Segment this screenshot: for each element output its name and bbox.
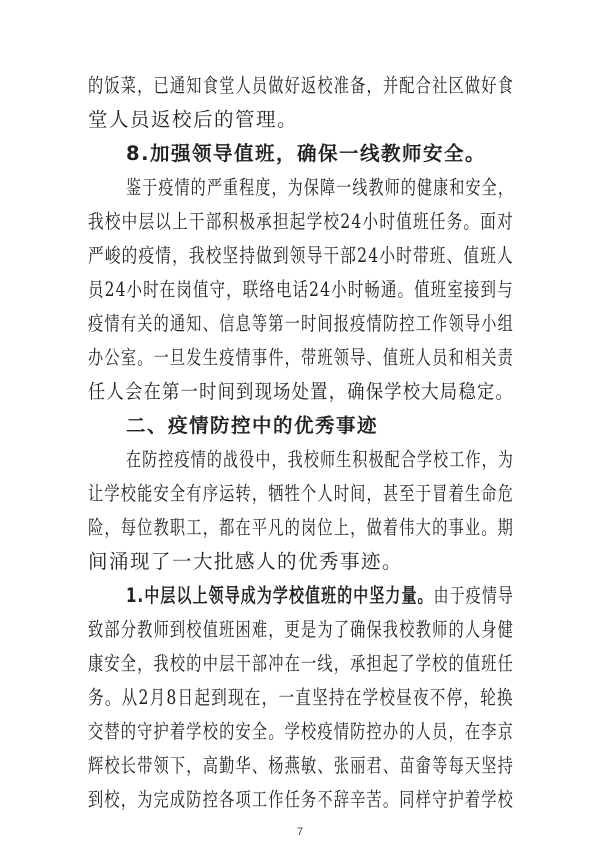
subsection-heading: 1.中层以上领导成为学校值班的中坚力量。 [126, 584, 434, 607]
section-heading: 8.加强领导值班，确保一线教师安全。 [126, 142, 486, 165]
body-text-line: 严峻的疫情，我校坚持做到领导干部24小时带班、值班人 [88, 244, 514, 267]
page-number: 7 [296, 826, 304, 838]
body-text-line: 的饭菜，已通知食堂人员做好返校准备，并配合社区做好食 [88, 74, 515, 97]
body-text-line [126, 584, 514, 608]
body-text-line: 鉴于疫情的严重程度，为保障一线教师的健康和安全， [126, 176, 514, 199]
body-text-line: 员24小时在岗值守，联络电话24小时畅通。值班室接到与 [88, 278, 514, 301]
body-text-line: 堂人员返校后的管理。 [88, 108, 299, 131]
body-text-line: 在防控疫情的战役中，我校师生积极配合学校工作，为 [126, 448, 514, 471]
body-text-run: 由于疫情导 [433, 584, 515, 607]
body-text-line: 致部分教师到校值班困难，更是为了确保我校教师的人身健 [88, 618, 515, 641]
body-text-line: 险，每位教职工，都在平凡的岗位上，做着伟大的事业。期 [88, 516, 515, 539]
body-text-line: 让学校能安全有序运转，牺牲个人时间，甚至于冒着生命危 [88, 482, 515, 505]
body-text-line: 到校，为完成防控各项工作任务不辞辛苦。同样守护着学校 [88, 788, 515, 811]
body-text-line: 交替的守护着学校的安全。学校疫情防控办的人员，在李京 [88, 720, 515, 743]
body-text-line: 我校中层以上干部积极承担起学校24小时值班任务。面对 [88, 210, 514, 233]
body-text-line: 间涌现了一大批感人的优秀事迹。 [88, 550, 404, 573]
body-text-line: 康安全，我校的中层干部冲在一线，承担起了学校的值班任 [88, 652, 515, 675]
body-text-line: 务。从2月8日起到现在，一直坚持在学校昼夜不停，轮换 [88, 686, 514, 709]
body-text-line: 疫情有关的通知、信息等第一时间报疫情防控工作领导小组 [88, 312, 515, 335]
section-heading: 二、疫情防控中的优秀事迹 [126, 414, 379, 437]
body-text-line: 办公室。一旦发生疫情事件，带班领导、值班人员和相关责 [88, 346, 515, 369]
body-text-line: 任人会在第一时间到现场处置，确保学校大局稳定。 [88, 380, 515, 403]
body-text-line: 辉校长带领下，高勤华、杨燕敏、张丽君、苗畲等每天坚持 [88, 754, 515, 777]
